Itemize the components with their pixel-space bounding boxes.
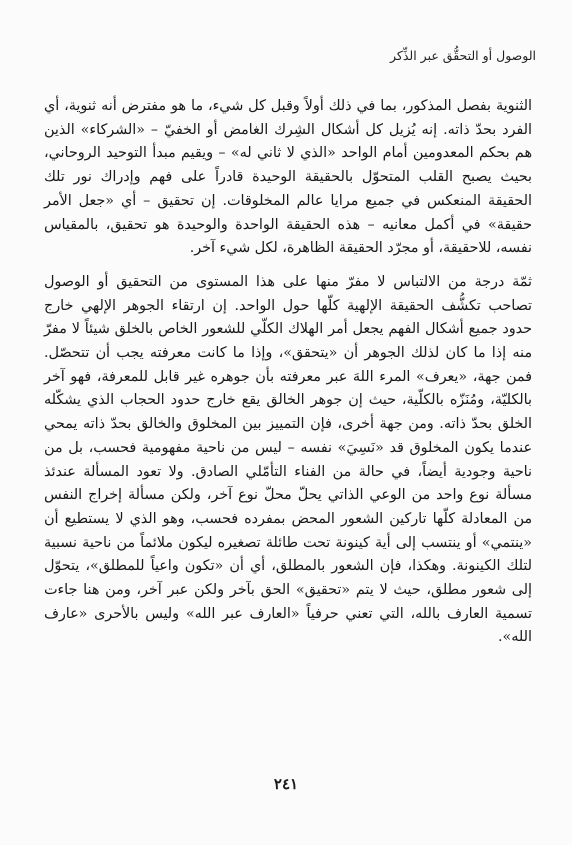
paragraph: ثمّة درجة من الالتباس لا مفرّ منها على هذا المستوى من التحقيق أو الوصول تصاحب تكشُّف الحقيقة الإلهية كلّها حول الواحد. إن ارتقاء الجوهر الإلهي خارج حدود جميع أشكال الفهم يجعل أمر الهلاك الكلّي للشعور الخاص بالخلق شيئاً لا مفرّ منه إذا ما كان لذلك الجوهر أن «يتحقق»، وإذا ما كانت معرفته يجب أن تتحصّل. فمن جهة، «يعرف» المرء اللهَ عبر معرفته بأن جوهره غير قابل للمعرفة، فهو آخر بالكليّة، ومُنَزّه بالكلّية، حيث إن جوهر الخالق يقع خارج حدود الحجاب الذي يشكّله الخلق بحدّ ذاته. ومن جهة أخرى، فإن التمييز بين المخلوق والخالق بحدّ ذاته يمحي عندما يكون المخلوق قد «نَسِيَ» نفسه – ليس من ناحية مفهومية فحسب، بل من ناحية وجودية أيضاً، في حالة من الفناء التأمّلي الصادق. ولا تعود المسألة عندئذ مسألة نوع واحد من الوعي الذاتي يحلّ محلّ نوع آخر، ولكن مسألة إخراج النفس من المعادلة كلّها تاركين الشعور المحض بمفرده فحسب، وهو الذي لا يستطيع أن «ينتمي» أو ينتسب إلى أية كينونة تحت طائلة تصغيره ليكون ملائماً من ناحية نسبية لتلك الكينونة. وهكذا، فإن الشعور بالمطلق، أي أن «تكون واعياً للمطلق»، يتحوّل إلى شعور مطلق، حيث لا يتم «تحقيق» الحق بآخر ولكن عبر آخر، ومن هنا جاءت تسمية العارف بالله، التي تعني حرفياً «العارف عبر الله» وليس بالأحرى «عارف الله». — [44, 273, 532, 646]
paragraph: الثنوية بفصل المذكور، بما في ذلك أولاً وقبل كل شيء، ما هو مفترض أنه ثنوية، أي الفرد بحدّ ذاته. إنه يُزيل كل أشكال الشِرك الغامض أو الخفيّ – «الشركاء» الذين هم بحكم المعدومين أمام الواحد «الذي لا ثاني له» – ويقيم مبدأ التوحيد الروحاني، بحيث يصبح القلب المتحوّل بالحقيقة الوحيدة قادراً على فهم وإدراك نور تلك الحقيقة المنعكس في جميع مرايا عالم المخلوقات. إن تحقيق – أي «جعل الأمر حقيقة» في أكمل معانيه – هذه الحقيقة الواحدة والوحيدة هو تحقيق، بالمقياس نفسه، للاحقيقة، أو مجرّد الحقيقة الظاهرة، لكل شيء آخر. — [44, 98, 532, 257]
body-text — [44, 95, 532, 650]
page-number: ٢٤١ — [273, 775, 299, 793]
running-header-title: الوصول أو التحقُّق عبر الذِّكر — [390, 48, 536, 63]
